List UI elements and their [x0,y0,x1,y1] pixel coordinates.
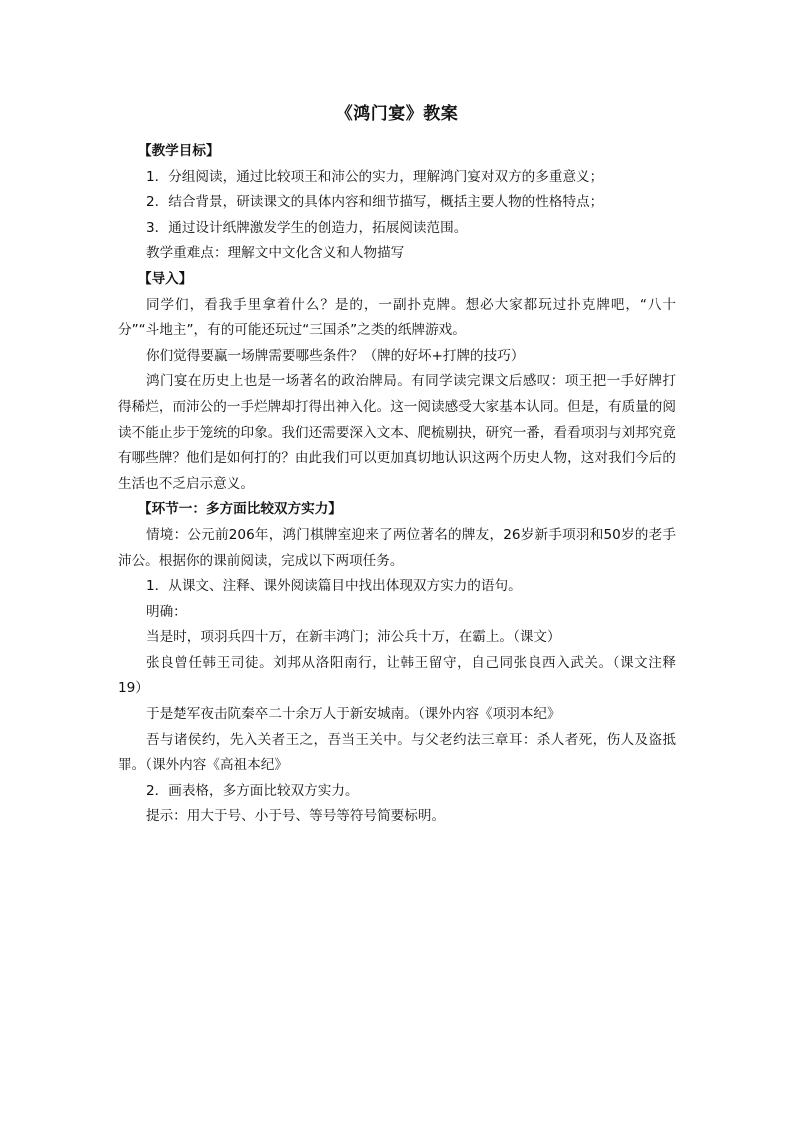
body-paragraph: 1．从课文、注释、课外阅读篇目中找出体现双方实力的语句。 [146,578,522,595]
body-paragraph: 提示：用大于号、小于号、等号等符号简要标明。 [146,808,446,825]
body-paragraph: 吾与诸侯约，先入关者王之，吾当王关中。与父老约法三章耳：杀人者死，伤人及盗抵罪。（课外内容《高祖本纪》 [118,731,676,774]
body-paragraph: 你们觉得要赢一场牌需要哪些条件？（牌的好坏+打牌的技巧） [146,347,525,364]
document-body [118,139,676,830]
body-paragraph: 2．画表格，多方面比较双方实力。 [146,782,359,799]
body-paragraph: 鸿门宴在历史上也是一场著名的政治牌局。有同学读完课文后感叹：项王把一手好牌打得稀烂，而沛公的一手烂牌却打得出神入化。这一阅读感受大家基本认同。但是，有质量的阅读不能止步于笼统的印象。我们还需要深入文本、爬梳剔抉，研究一番，看看项羽与刘邦究竟有哪些牌？他们是如何打的？由此我们可以更加真切地认识这两个历史人物，这对我们今后的生活也不乏启示意义。 [118,373,676,492]
body-paragraph: 同学们，看我手里拿着什么？是的，一副扑克牌。想必大家都玩过扑克牌吧，“八十分”“斗地主”，有的可能还玩过“三国杀”之类的纸牌游戏。 [118,296,676,339]
section-heading: 【导入】 [138,270,193,287]
body-paragraph: 3．通过设计纸牌激发学生的创造力，拓展阅读范围。 [146,219,468,236]
body-paragraph: 1．分组阅读，通过比较项王和沛公的实力，理解鸿门宴对双方的多重意义； [146,168,604,185]
section-heading: 【环节一：多方面比较双方实力】 [138,501,342,518]
body-paragraph: 教学重难点：理解文中文化含义和人物描写 [146,245,405,262]
document-title: 《鸿门宴》教案 [335,104,459,124]
body-paragraph: 情境：公元前206年，鸿门棋牌室迎来了两位著名的牌友，26岁新手项羽和50岁的老手沛公。根据你的课前阅读，完成以下两项任务。 [118,526,676,569]
body-paragraph: 明确： [146,603,187,620]
body-paragraph: 张良曾任韩王司徒。刘邦从洛阳南行，让韩王留守，自己同张良西入武关。（课文注释19） [118,654,676,697]
body-paragraph: 2．结合背景，研读课文的具体内容和细节描写，概括主要人物的性格特点； [146,194,604,211]
body-paragraph: 当是时，项羽兵四十万，在新丰鸿门；沛公兵十万，在霸上。（课文） [146,629,561,646]
section-heading: 【教学目标】 [138,143,220,159]
body-paragraph: 于是楚军夜击阬秦卒二十余万人于新安城南。（课外内容《项羽本纪》 [146,706,561,723]
